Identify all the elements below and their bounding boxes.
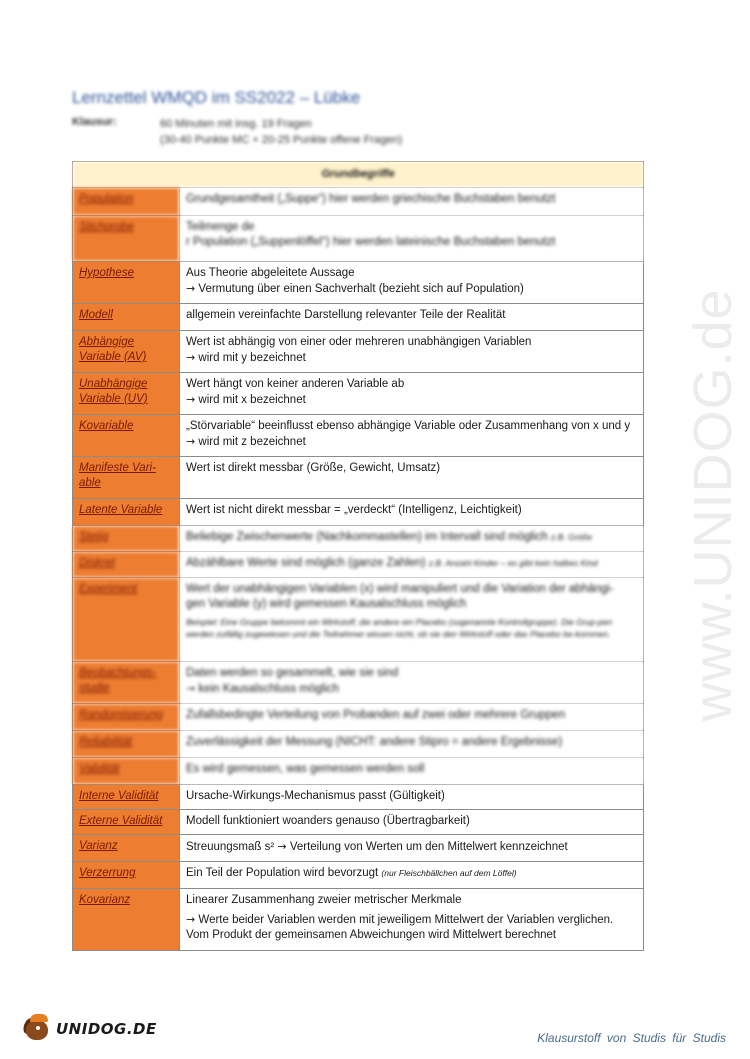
dog-mascot-icon (22, 1014, 54, 1044)
definition-cell: Ein Teil der Population wird bevorzugt (nur Fleischbällchen auf dem Löffel) (180, 862, 644, 889)
arrow-right-icon: → (186, 435, 196, 448)
watermark (668, 270, 750, 740)
table-row (73, 662, 644, 704)
definition-cell: Zufallsbedingte Verteilung von Probanden auf zwei oder mehrere Gruppen (180, 704, 644, 731)
table-row (73, 578, 644, 662)
term-cell: Stetig (73, 526, 180, 552)
table-row (73, 552, 644, 578)
footer-slogan: Klausurstoff von Studis für Studis (537, 1031, 726, 1045)
term-cell: Verzerrung (73, 862, 180, 889)
table-row (73, 758, 644, 785)
term-cell: Abhängige Variable (AV) (73, 331, 180, 373)
arrow-right-icon: → (186, 351, 196, 364)
term-cell: Diskret (73, 552, 180, 578)
table-row (73, 331, 644, 373)
table-row (73, 373, 644, 415)
definition-cell: Wert hängt von keiner anderen Variable ab → wird mit x bezeichnet (180, 373, 644, 415)
table-row (73, 785, 644, 810)
definition-cell: Beliebige Zwischenwerte (Nachkommastellen) im Intervall sind möglich z.B. Größe (180, 526, 644, 552)
exam-line-2: (30-40 Punkte MC + 20-25 Punkte offene Fragen) (160, 134, 403, 146)
definition-cell: Abzählbare Werte sind möglich (ganze Zahlen) z.B. Anzahl Kinder – es gibt kein halbes Kind (180, 552, 644, 578)
table-row (73, 415, 644, 457)
definition-cell: Wert ist nicht direkt messbar = „verdeckt“ (Intelligenz, Leichtigkeit) (180, 499, 644, 526)
definition-cell: Es wird gemessen, was gemessen werden soll (180, 758, 644, 785)
unidog-logo (22, 1014, 157, 1044)
definition-cell: Teilmenge de r Population („Suppenlöffel“) hier werden lateinische Buchstaben benutzt (180, 216, 644, 262)
table-row (73, 457, 644, 499)
term-cell: Kovarianz (73, 889, 180, 951)
document-title: Lernzettel WMQD im SS2022 – Lübke (72, 88, 361, 107)
definition-cell: Wert der unabhängigen Variablen (x) wird manipuliert und die Variation der abhängi- gen Variable (y) wird gemessen Kausalschluss möglich Beispiel: Eine Gruppe bekommt ein Wirkstoff, die andere ein Placebo (sogenannte Kontrollgruppe). Die Grup-pen werden zufällig zugewiesen und die Teilnehmer wissen nicht, ob sie den Wirkstoff oder das Placebo be-kommen. (180, 578, 644, 662)
term-cell: Randomisierung (73, 704, 180, 731)
definition-cell: „Störvariable“ beeinflusst ebenso abhängige Variable oder Zusammenhang von x und y → wird mit z bezeichnet (180, 415, 644, 457)
watermark-text: www.UNIDOG.de (683, 288, 743, 722)
exam-label: Klausur: (72, 116, 117, 128)
definition-cell: Modell funktioniert woanders genauso (Übertragbarkeit) (180, 810, 644, 835)
exam-line-1: 60 Minuten mit insg. 19 Fragen (160, 118, 312, 130)
logo-text: UNIDOG.DE (56, 1020, 157, 1038)
term-cell: Kovariable (73, 415, 180, 457)
glossary-table (72, 161, 643, 951)
definition-cell: Daten werden so gesammelt, wie sie sind → kein Kausalschluss möglich (180, 662, 644, 704)
term-cell: Stichprobe (73, 216, 180, 262)
definition-cell: Ursache-Wirkungs-Mechanismus passt (Gültigkeit) (180, 785, 644, 810)
table-row (73, 188, 644, 216)
table-heading: Grundbegriffe (73, 162, 644, 188)
table-row (73, 304, 644, 331)
definition-cell: Grundgesamtheit („Suppe“) hier werden griechische Buchstaben benutzt (180, 188, 644, 216)
table-row (73, 216, 644, 262)
term-cell: Latente Variable (73, 499, 180, 526)
term-cell: Varianz (73, 835, 180, 862)
arrow-right-icon: → (186, 282, 196, 295)
table-row (73, 835, 644, 862)
term-cell: Experiment (73, 578, 180, 662)
term-cell: Modell (73, 304, 180, 331)
definition-cell: Wert ist abhängig von einer oder mehreren unabhängigen Variablen → wird mit y bezeichnet (180, 331, 644, 373)
exam-details (160, 116, 402, 148)
definition-cell: Aus Theorie abgeleitete Aussage → Vermutung über einen Sachverhalt (bezieht sich auf Population) (180, 262, 644, 304)
arrow-right-icon: → (277, 840, 287, 853)
definition-cell: allgemein vereinfachte Darstellung relevanter Teile der Realität (180, 304, 644, 331)
term-cell: Manifeste Vari-able (73, 457, 180, 499)
term-cell: Interne Validität (73, 785, 180, 810)
term-cell: Reliabilität (73, 731, 180, 758)
definition-cell: Wert ist direkt messbar (Größe, Gewicht, Umsatz) (180, 457, 644, 499)
table-row (73, 704, 644, 731)
term-cell: Externe Validität (73, 810, 180, 835)
table-row (73, 526, 644, 552)
term-cell: Validität (73, 758, 180, 785)
arrow-right-icon: → (186, 913, 196, 926)
table-row (73, 499, 644, 526)
arrow-right-icon: → (186, 682, 196, 695)
table-row (73, 262, 644, 304)
definition-cell: Streuungsmaß s² → Verteilung von Werten um den Mittelwert kennzeichnet (180, 835, 644, 862)
term-cell: Unabhängige Variable (UV) (73, 373, 180, 415)
table-row (73, 810, 644, 835)
term-cell: Population (73, 188, 180, 216)
table-row (73, 889, 644, 951)
exam-info (72, 116, 672, 148)
table-heading-row (73, 162, 644, 188)
table-row (73, 862, 644, 889)
arrow-right-icon: → (186, 393, 196, 406)
definition-cell: Linearer Zusammenhang zweier metrischer Merkmale → Werte beider Variablen werden mit jeweiligem Mittelwert der Variablen verglichen. Vom Produkt der gemeinsamen Abweichungen wird Mittelwert berechnet (180, 889, 644, 951)
table-row (73, 731, 644, 758)
term-cell: Hypothese (73, 262, 180, 304)
definition-cell: Zuverlässigkeit der Messung (NICHT: andere Stipro = andere Ergebnisse) (180, 731, 644, 758)
term-cell: Beobachtungs-studie (73, 662, 180, 704)
document-header (72, 88, 672, 148)
